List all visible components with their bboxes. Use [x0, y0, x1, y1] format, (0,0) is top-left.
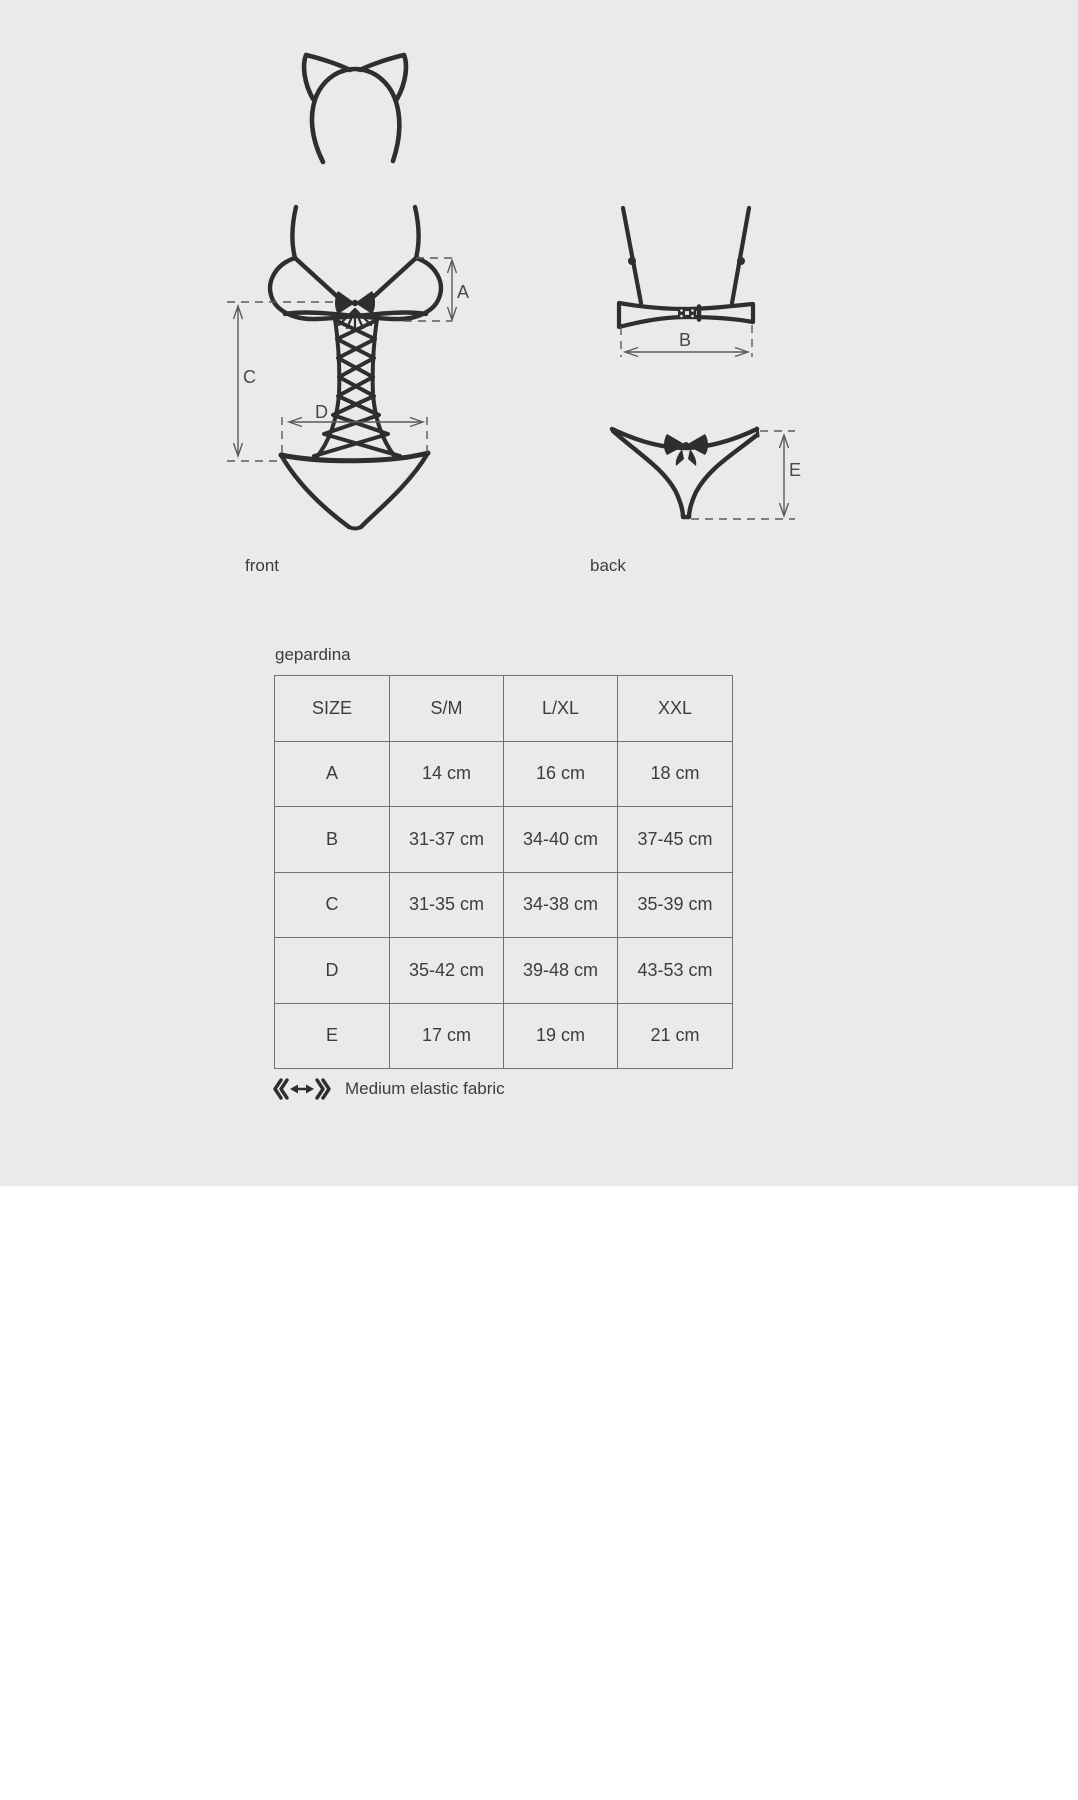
row-label: B: [275, 807, 390, 873]
size-cell: 16 cm: [504, 741, 618, 807]
row-label: D: [275, 938, 390, 1004]
dimension-annotations: [227, 258, 795, 519]
table-row: [275, 741, 733, 807]
table-header-sm: S/M: [390, 676, 504, 742]
row-label: E: [275, 1003, 390, 1069]
size-cell: 21 cm: [618, 1003, 733, 1069]
bidirectional-stretch-icon: [273, 1077, 331, 1101]
row-label: A: [275, 741, 390, 807]
table-row: [275, 1003, 733, 1069]
table-header-row: [275, 676, 733, 742]
table-header-xxl: XXL: [618, 676, 733, 742]
size-cell: 37-45 cm: [618, 807, 733, 873]
size-cell: 31-35 cm: [390, 872, 504, 938]
back-view-label: back: [590, 556, 626, 575]
size-table: [274, 675, 733, 1069]
dimension-label-d: D: [315, 402, 328, 422]
fabric-note: [273, 1077, 505, 1101]
table-row: [275, 807, 733, 873]
size-cell: 14 cm: [390, 741, 504, 807]
size-cell: 35-39 cm: [618, 872, 733, 938]
cat-ears-headband-drawing: [304, 55, 406, 162]
size-cell: 35-42 cm: [390, 938, 504, 1004]
size-cell: 17 cm: [390, 1003, 504, 1069]
back-thong-drawing: [612, 428, 758, 517]
fabric-note-text: Medium elastic fabric: [345, 1079, 505, 1098]
size-cell: 18 cm: [618, 741, 733, 807]
dimension-label-b: B: [679, 330, 692, 350]
table-row: [275, 872, 733, 938]
size-cell: 19 cm: [504, 1003, 618, 1069]
dimension-label-a: A: [457, 282, 470, 302]
front-teddy-drawing: [270, 207, 441, 529]
size-cell: 43-53 cm: [618, 938, 733, 1004]
product-name: gepardina: [275, 645, 351, 664]
row-label: C: [275, 872, 390, 938]
size-cell: 34-40 cm: [504, 807, 618, 873]
dimension-label-e: E: [789, 460, 802, 480]
size-cell: 34-38 cm: [504, 872, 618, 938]
table-row: [275, 938, 733, 1004]
size-cell: 39-48 cm: [504, 938, 618, 1004]
table-header-lxl: L/XL: [504, 676, 618, 742]
dimension-label-c: C: [243, 367, 256, 387]
back-bra-drawing: [619, 208, 753, 327]
table-header-size: SIZE: [275, 676, 390, 742]
front-view-label: front: [245, 556, 280, 575]
size-cell: 31-37 cm: [390, 807, 504, 873]
